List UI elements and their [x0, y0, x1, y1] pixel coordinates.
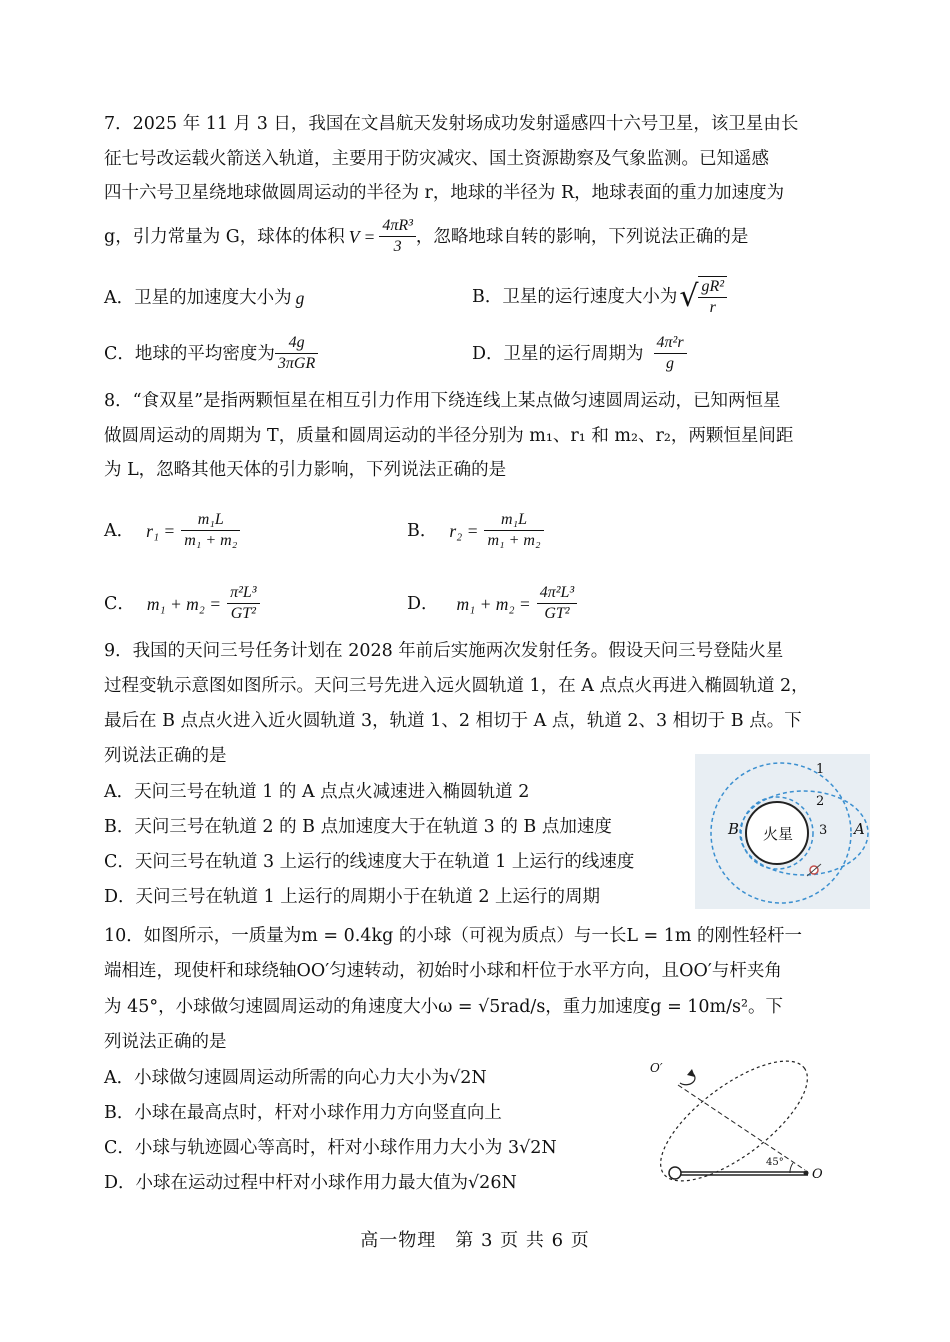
- q7-option-d-num: 4π²r: [654, 333, 687, 354]
- q10-line2: 端相连，现使杆和球绕轴OO′匀速转动，初始时小球和杆位于水平方向，且OO′与杆夹角: [104, 961, 782, 981]
- q8-option-c-fraction: [227, 583, 260, 624]
- q10-line3: 为 45°，小球做匀速圆周运动的角速度大小ω = √5rad/s，重力加速度g = 10m/s²。下: [104, 997, 784, 1017]
- q8-option-a-fraction: [181, 510, 240, 551]
- label-orbit-2: 2: [816, 794, 825, 809]
- q7-option-b-den: r: [709, 299, 716, 316]
- q9-option-b: B．天问三号在轨道 2 的 B 点加速度大于在轨道 3 的 B 点加速度: [104, 817, 612, 837]
- q8-option-d-lhs: m₁ + m₂ =: [456, 593, 531, 614]
- q8-option-c-label: C．: [104, 593, 135, 614]
- q7-option-c-num: 4g: [275, 333, 318, 354]
- q7-option-b-fraction: [698, 276, 727, 318]
- q7-line3: 四十六号卫星绕地球做圆周运动的半径为 r，地球的半径为 R，地球表面的重力加速度为: [104, 183, 785, 203]
- q8-option-d-num: 4π²L³: [537, 583, 578, 604]
- q7-option-d: [472, 333, 687, 374]
- q10-option-b: B．小球在最高点时，杆对小球作用力方向竖直向上: [104, 1103, 502, 1123]
- q8-option-d-label: D．: [407, 593, 439, 614]
- q9-option-d: D．天问三号在轨道 1 上运行的周期小于在轨道 2 上运行的周期: [104, 887, 601, 907]
- q8-option-b-lhs: r₂ =: [449, 520, 479, 541]
- q10-line4: 列说法正确的是: [104, 1032, 227, 1052]
- sqrt-sign-icon: √: [679, 279, 699, 314]
- q7-volume-lhs: V =: [348, 226, 376, 247]
- q8-option-c-num: π²L³: [227, 583, 260, 604]
- q8-line2: 做圆周运动的周期为 T，质量和圆周运动的半径分别为 m₁、r₁ 和 m₂、r₂，两颗恒星间距: [104, 426, 794, 446]
- q9-line3: 最后在 B 点点火进入近火圆轨道 3，轨道 1、2 相切于 A 点，轨道 2、3 相切于 B 点。下: [104, 711, 802, 731]
- q10-option-a: A．小球做匀速圆周运动所需的向心力大小为√2N: [104, 1068, 487, 1088]
- q7-option-c: [104, 333, 318, 374]
- label-orbit-3: 3: [819, 823, 828, 838]
- q7-volume-fraction: [379, 216, 416, 257]
- q8-line3: 为 L，忽略其他天体的引力影响，下列说法正确的是: [104, 460, 507, 480]
- q7-option-d-den: g: [666, 355, 675, 372]
- q8-option-d-fraction: [537, 583, 578, 624]
- q8-option-b-fraction: [484, 510, 543, 551]
- q10-option-c: C．小球与轨迹圆心等高时，杆对小球作用力大小为 3√2N: [104, 1138, 557, 1158]
- q8-option-b: [407, 510, 544, 551]
- q7-volume-den: 3: [393, 238, 402, 255]
- q7-option-a: [104, 286, 304, 310]
- q7-option-c-fraction: [275, 333, 318, 374]
- q8-option-a-num: m₁L: [181, 510, 240, 531]
- label-point-b: B: [728, 820, 740, 838]
- axis-oo-prime: [678, 1085, 805, 1170]
- q9-line2: 过程变轨示意图如图所示。天问三号先进入远火圆轨道 1，在 A 点点火再进入椭圆轨道 2，: [104, 676, 809, 696]
- label-angle-45: 45°: [766, 1157, 784, 1168]
- q10-option-d: D．小球在运动过程中杆对小球作用力最大值为√26N: [104, 1173, 517, 1193]
- q7-line2: 征七号改运载火箭送入轨道，主要用于防灾减灾、国土资源勘察及气象监测。已知遥感: [104, 149, 769, 169]
- q8-line1: 8．“食双星”是指两颗恒星在相互引力作用下绕连线上某点做匀速圆周运动，已知两恒星: [104, 391, 781, 411]
- q8-option-c-lhs: m₁ + m₂ =: [146, 593, 222, 614]
- q8-option-a-label: A．: [104, 520, 135, 541]
- q7-line4-text-a: g，引力常量为 G，球体的体积: [104, 226, 345, 247]
- q8-option-b-num: m₁L: [484, 510, 543, 531]
- label-o: O: [812, 1167, 823, 1182]
- q9-option-c: C．天问三号在轨道 3 上运行的线速度大于在轨道 1 上运行的线速度: [104, 852, 635, 872]
- label-o-prime: O′: [650, 1061, 663, 1075]
- q8-option-b-label: B．: [407, 520, 438, 541]
- q7-option-d-fraction: [654, 333, 687, 374]
- q8-option-c: [104, 583, 260, 624]
- q7-option-b-num: gR²: [698, 277, 727, 298]
- q7-line4-text-b: ，忽略地球自转的影响，下列说法正确的是: [415, 226, 749, 247]
- q9-option-a: A．天问三号在轨道 1 的 A 点点火减速进入椭圆轨道 2: [104, 782, 530, 802]
- q8-option-b-den: m₁ + m₂: [487, 532, 541, 549]
- q8-option-a-den: m₁ + m₂: [184, 532, 238, 549]
- small-ball: [669, 1167, 681, 1179]
- rotation-arrowhead-icon: [687, 1069, 695, 1077]
- orbit-diagram: [695, 754, 870, 909]
- q7-volume-num: 4πR³: [379, 216, 416, 237]
- label-point-a: A: [854, 820, 865, 838]
- q7-option-a-expr: g: [295, 288, 305, 308]
- rotating-rod-svg: [640, 1055, 840, 1190]
- page-footer: 高一物理 第 3 页 共 6 页: [360, 1230, 590, 1251]
- q7-line4: [104, 216, 748, 257]
- label-orbit-1: 1: [816, 762, 825, 777]
- q7-option-c-den: 3πGR: [277, 355, 316, 372]
- q8-option-d-den: GT²: [544, 605, 570, 622]
- q10-line1: 10．如图所示，一质量为m = 0.4kg 的小球（可视为质点）与一长L = 1m 的刚性轻杆一: [104, 926, 803, 946]
- q7-option-d-text: D．卫星的运行周期为: [472, 343, 644, 364]
- q7-option-a-text: A．卫星的加速度大小为: [104, 288, 292, 308]
- q7-option-c-text: C．地球的平均密度为: [104, 343, 275, 364]
- q8-option-c-den: GT²: [230, 605, 256, 622]
- pivot-o: [804, 1171, 809, 1176]
- q7-option-b: [472, 276, 727, 318]
- rotating-rod-diagram: [640, 1055, 840, 1190]
- q8-option-d: [407, 583, 577, 624]
- q9-line4: 列说法正确的是: [104, 746, 227, 766]
- q8-option-a-lhs: r₁ =: [146, 520, 176, 541]
- label-mars: 火星: [763, 825, 794, 843]
- q7-option-b-text: B．卫星的运行速度大小为: [472, 287, 678, 307]
- q7-line1: 7．2025 年 11 月 3 日，我国在文昌航天发射场成功发射遥感四十六号卫星，该卫星由长: [104, 114, 799, 134]
- q9-line1: 9．我国的天问三号任务计划在 2028 年前后实施两次发射任务。假设天问三号登陆火星: [104, 641, 784, 661]
- q8-option-a: [104, 510, 240, 551]
